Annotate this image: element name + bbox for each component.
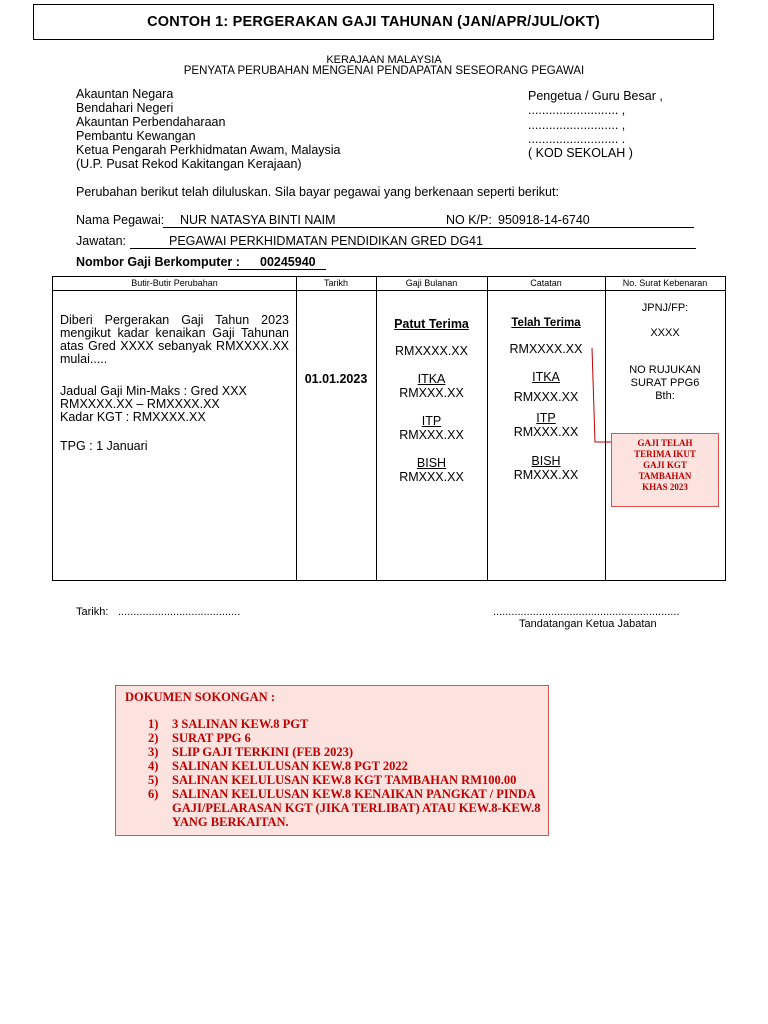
letter-ref-line2: XXXX <box>650 327 680 339</box>
footer-date-label: Tarikh: <box>76 606 109 618</box>
footer-signature-dots: ............................................................. <box>493 606 680 618</box>
table-header-divider <box>53 290 725 291</box>
received-bish-label: BISH <box>531 454 561 468</box>
letter-rujukan-line2: SURAT PPG6 <box>630 377 700 389</box>
list-item-text: SALINAN KELULUSAN KEW.8 KENAIKAN PANGKAT / PINDA GAJI/PELARASAN KGT (JIKA TERLIBAT) ATAU KEW.8-KEW.8 YANG BERKAITAN. <box>172 787 541 829</box>
list-item-text: 3 SALINAN KEW.8 PGT <box>172 717 309 731</box>
supporting-documents-list <box>148 717 542 829</box>
recipient-right-item: Pengetua / Guru Besar , <box>528 89 663 103</box>
recipient-list-right <box>528 89 663 160</box>
salary-bish-label: BISH <box>416 456 447 470</box>
recipient-item: Akauntan Perbendaharaan <box>76 115 226 129</box>
supporting-documents-heading: DOKUMEN SOKONGAN : <box>125 690 275 704</box>
list-item-text: SALINAN KELULUSAN KEW.8 KGT TAMBAHAN RM100.00 <box>172 773 517 787</box>
name-label: Nama Pegawai: <box>76 213 165 227</box>
list-item-text: SALINAN KELULUSAN KEW.8 PGT 2022 <box>172 759 408 773</box>
post-label: Jawatan: <box>76 234 127 248</box>
callout-note-line: TAMBAHAN <box>638 471 692 481</box>
recipient-right-item: .......................... , <box>528 103 626 118</box>
list-item <box>148 759 542 773</box>
recipient-right-item: .......................... , <box>528 117 626 132</box>
details-kgt: Kadar KGT : RMXXXX.XX <box>60 410 206 424</box>
column-header-details: Butir-Butir Perubahan <box>131 278 218 288</box>
salary-bish-value: RMXXX.XX <box>399 470 464 484</box>
letter-rujukan-line1: NO RUJUKAN <box>629 364 701 376</box>
employee-name: NUR NATASYA BINTI NAIM <box>180 213 336 227</box>
received-itp-label: ITP <box>536 411 556 425</box>
salary-number: 00245940 <box>260 255 316 269</box>
recipient-item: Ketua Pengarah Perkhidmatan Awam, Malaysia <box>76 143 341 157</box>
supporting-documents-box <box>115 685 549 836</box>
recipient-list <box>76 87 341 171</box>
list-item <box>148 745 542 759</box>
column-header-letter: No. Surat Kebenaran <box>622 278 708 288</box>
footer-signature-label: Tandatangan Ketua Jabatan <box>519 618 657 630</box>
list-item <box>148 773 542 787</box>
list-item-number: 5) <box>148 773 159 787</box>
list-item-number: 3) <box>148 745 159 759</box>
change-date: 01.01.2023 <box>304 372 368 386</box>
intro-text: Perubahan berikut telah diluluskan. Sila bayar pegawai yang berkenaan seperti berikut: <box>76 185 559 199</box>
received-heading: Telah Terima <box>511 317 581 329</box>
salary-number-label: Nombor Gaji Berkomputer : <box>76 255 240 269</box>
list-item-text: SLIP GAJI TERKINI (FEB 2023) <box>172 745 354 759</box>
details-tpg: TPG : 1 Januari <box>60 439 148 453</box>
header-statement-title: PENYATA PERUBAHAN MENGENAI PENDAPATAN SESEORANG PEGAWAI <box>183 65 585 77</box>
salary-itp-value: RMXXX.XX <box>399 428 464 442</box>
callout-note-line: KHAS 2023 <box>642 482 688 492</box>
footer-date-dots: ........................................ <box>118 606 241 618</box>
post-underline <box>130 248 696 249</box>
callout-note-line: TERIMA IKUT <box>634 449 696 459</box>
column-header-salary: Gaji Bulanan <box>405 278 458 288</box>
recipient-right-item: .......................... . <box>528 131 626 146</box>
list-item-number: 1) <box>148 717 159 731</box>
table-divider <box>296 277 297 580</box>
name-underline <box>163 227 694 228</box>
details-jadual: Jadual Gaji Min-Maks : Gred XXX <box>60 384 247 398</box>
recipient-item: (U.P. Pusat Rekod Kakitangan Kerajaan) <box>76 157 302 171</box>
salary-itka-label: ITKA <box>417 372 446 386</box>
recipient-right-item: ( KOD SEKOLAH ) <box>528 146 633 161</box>
list-item <box>148 731 542 745</box>
list-item-text: SURAT PPG 6 <box>172 731 251 745</box>
callout-note-line: GAJI KGT <box>643 460 687 470</box>
list-item <box>148 787 542 829</box>
list-item-number: 2) <box>148 731 159 745</box>
list-item-number: 6) <box>148 787 159 801</box>
letter-rujukan-line3: Bth: <box>655 390 675 402</box>
recipient-item: Akauntan Negara <box>76 87 174 101</box>
callout-note-line: GAJI TELAH <box>637 438 693 448</box>
document-title <box>33 4 714 40</box>
list-item <box>148 717 542 731</box>
received-amount: RMXXXX.XX <box>509 342 583 356</box>
recipient-item: Bendahari Negeri <box>76 101 174 115</box>
ic-label: NO K/P: <box>446 213 492 227</box>
received-itp-value: RMXXX.XX <box>513 425 579 439</box>
details-range: RMXXXX.XX – RMXXXX.XX <box>60 397 220 411</box>
document-title-text: CONTOH 1: PERGERAKAN GAJI TAHUNAN (JAN/APR/JUL/OKT) <box>147 14 600 30</box>
ic-number: 950918-14-6740 <box>498 213 590 227</box>
salary-due-amount: RMXXXX.XX <box>395 344 468 358</box>
received-itka-value: RMXXX.XX <box>513 390 579 404</box>
salary-number-underline <box>228 269 326 270</box>
list-item-number: 4) <box>148 759 159 773</box>
salary-itp-label: ITP <box>421 414 442 428</box>
letter-ref-line1: JPNJ/FP: <box>641 302 689 314</box>
callout-note <box>611 433 719 507</box>
details-paragraph: Diberi Pergerakan Gaji Tahun 2023 mengikut kadar kenaikan Gaji Tahunan atas Gred XXXX sebanyak RMXXXX.XX mulai..... <box>60 313 289 366</box>
received-itka-label: ITKA <box>532 370 560 384</box>
salary-itka-value: RMXXX.XX <box>399 386 464 400</box>
employee-post: PEGAWAI PERKHIDMATAN PENDIDIKAN GRED DG41 <box>169 234 483 248</box>
column-header-date: Tarikh <box>323 278 348 288</box>
column-header-notes: Catatan <box>530 278 562 288</box>
header-government: KERAJAAN MALAYSIA <box>326 54 442 66</box>
received-bish-value: RMXXX.XX <box>513 468 579 482</box>
recipient-item: Pembantu Kewangan <box>76 129 196 143</box>
salary-due-heading: Patut Terima <box>394 317 469 331</box>
